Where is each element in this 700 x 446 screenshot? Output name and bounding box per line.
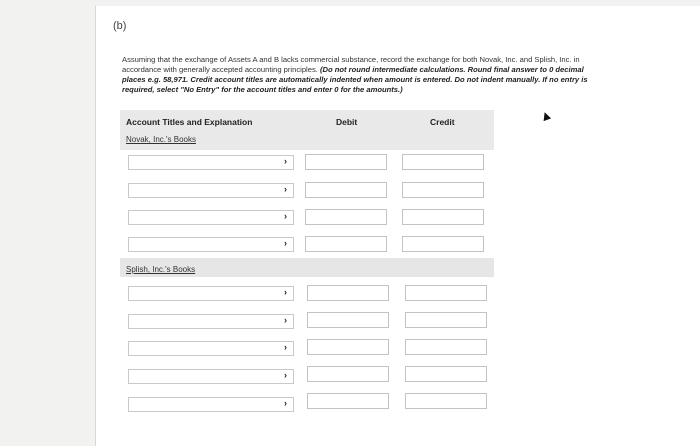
novak-credit-input-2[interactable]: [402, 182, 484, 198]
chevron-down-icon: ›: [284, 184, 287, 194]
chevron-down-icon: ›: [284, 156, 287, 166]
splish-account-select-1[interactable]: [128, 286, 294, 301]
novak-account-select-4[interactable]: [128, 237, 294, 252]
splish-debit-input-1[interactable]: [307, 285, 389, 301]
novak-credit-input-3[interactable]: [402, 209, 484, 225]
section-novak-books: Novak, Inc.'s Books: [126, 135, 196, 144]
novak-debit-input-4[interactable]: [305, 236, 387, 252]
splish-credit-input-1[interactable]: [405, 285, 487, 301]
splish-account-select-3[interactable]: [128, 341, 294, 356]
table-header: [120, 110, 494, 150]
column-debit: Debit: [336, 117, 358, 127]
splish-credit-input-5[interactable]: [405, 393, 487, 409]
novak-debit-input-3[interactable]: [305, 209, 387, 225]
chevron-down-icon: ›: [284, 315, 287, 325]
chevron-down-icon: ›: [284, 342, 287, 352]
novak-debit-input-1[interactable]: [305, 154, 387, 170]
part-label: (b): [113, 20, 127, 32]
splish-debit-input-2[interactable]: [307, 312, 389, 328]
chevron-down-icon: ›: [284, 211, 287, 221]
novak-debit-input-2[interactable]: [305, 182, 387, 198]
instructions-emphasis: (Do not round intermediate calculations. Round final answer to 0 decimal places e.g. 58,971. Credit account titles are automatically indented when amount is entered. Do not indent manually. If no entry is required, select "No Entry" for the account titles and enter 0 for the amounts.): [122, 65, 588, 94]
section-splish-books: Splish, Inc.'s Books: [126, 265, 196, 274]
novak-credit-input-4[interactable]: [402, 236, 484, 252]
splish-debit-input-4[interactable]: [307, 366, 389, 382]
instructions-main: Assuming that the exchange of Assets A and B lacks commercial substance, record the exchange for both Novak, Inc. and Splish, Inc. in accordance with generally accepted accounting principles.: [122, 55, 580, 74]
splish-credit-input-2[interactable]: [405, 312, 487, 328]
column-credit: Credit: [430, 117, 455, 127]
splish-debit-input-3[interactable]: [307, 339, 389, 355]
splish-debit-input-5[interactable]: [307, 393, 389, 409]
instructions: [122, 55, 592, 95]
splish-credit-input-4[interactable]: [405, 366, 487, 382]
novak-account-select-1[interactable]: [128, 155, 294, 170]
chevron-down-icon: ›: [284, 238, 287, 248]
splish-account-select-5[interactable]: [128, 397, 294, 412]
chevron-down-icon: ›: [284, 398, 287, 408]
splish-account-select-2[interactable]: [128, 314, 294, 329]
novak-account-select-3[interactable]: [128, 210, 294, 225]
novak-account-select-2[interactable]: [128, 183, 294, 198]
splish-credit-input-3[interactable]: [405, 339, 487, 355]
splish-account-select-4[interactable]: [128, 369, 294, 384]
chevron-down-icon: ›: [284, 370, 287, 380]
novak-credit-input-1[interactable]: [402, 154, 484, 170]
column-account-titles: Account Titles and Explanation: [126, 117, 253, 127]
chevron-down-icon: ›: [284, 287, 287, 297]
